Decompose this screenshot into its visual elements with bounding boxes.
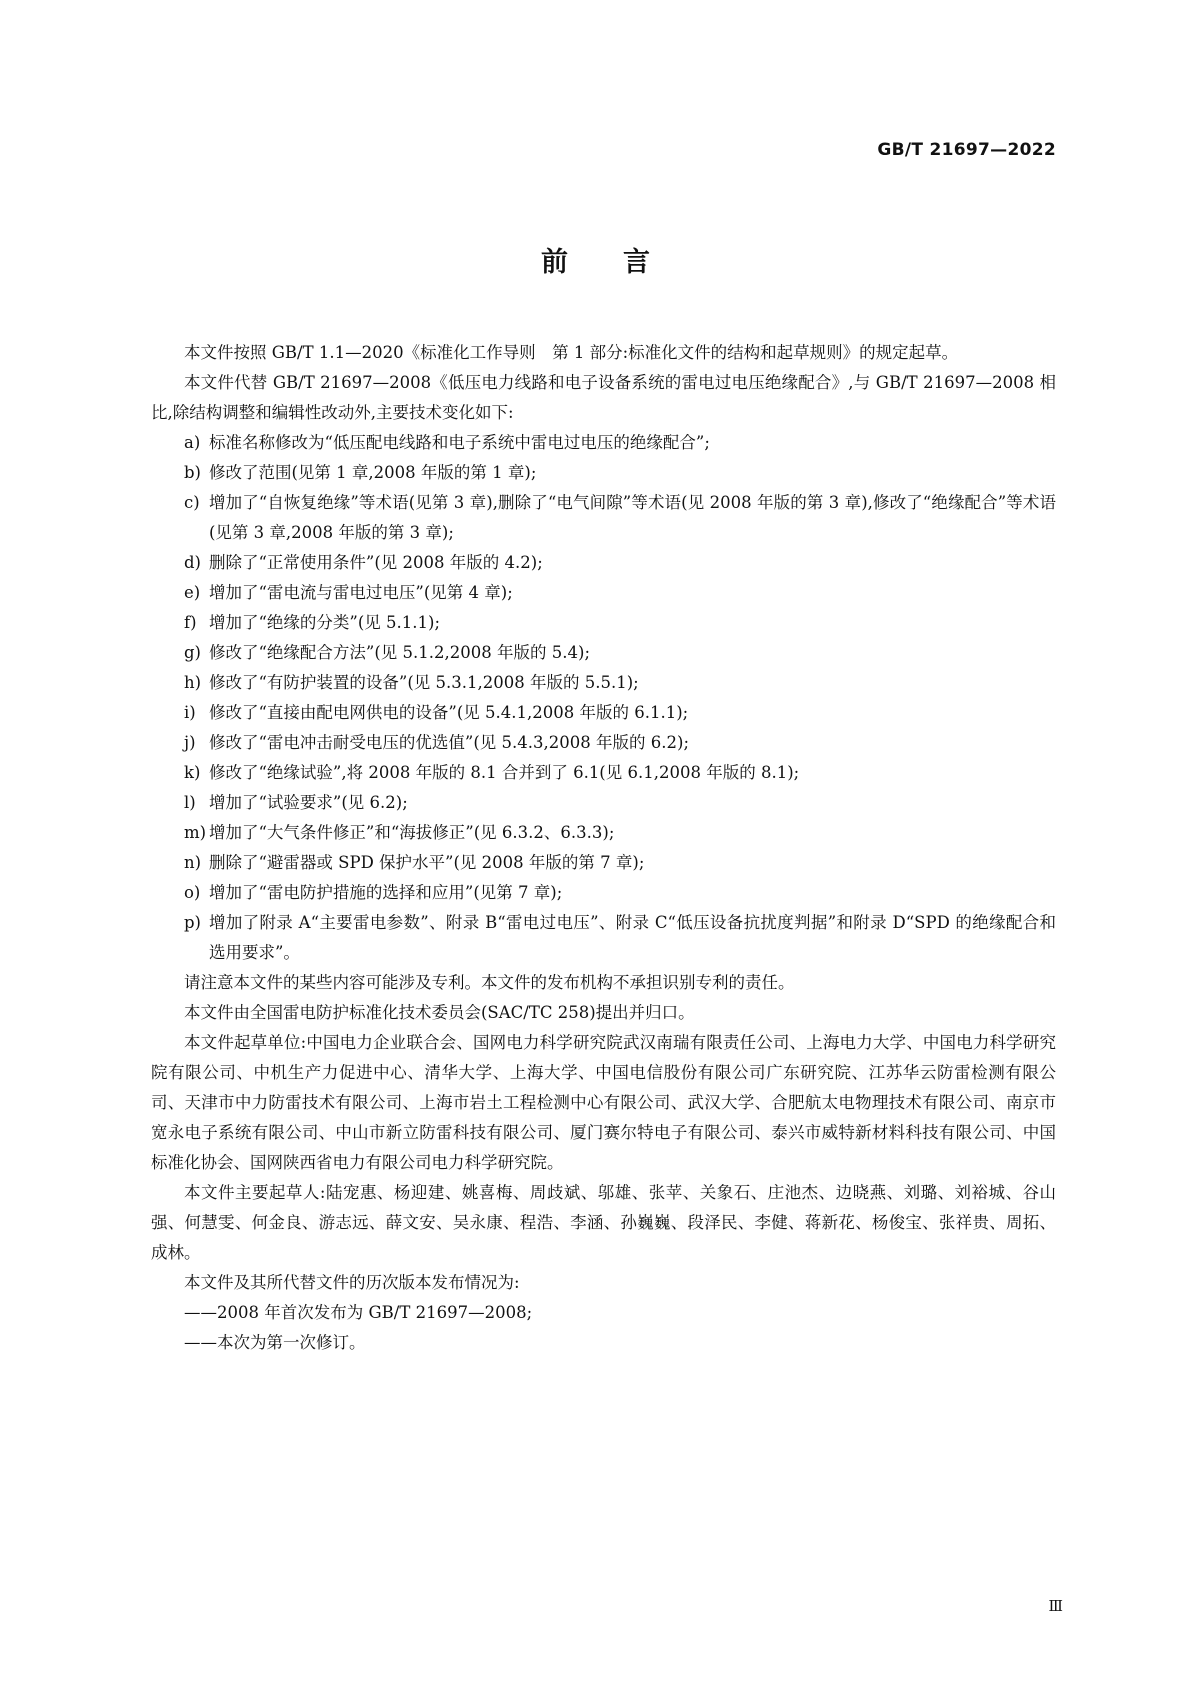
page-title: 前言 <box>541 247 705 278</box>
list-item-mark: f) <box>184 613 197 632</box>
list-item-text: 修改了范围(见第 1 章,2008 年版的第 1 章); <box>209 463 537 482</box>
list-item <box>151 908 1056 968</box>
list-item-text: 增加了“雷电流与雷电过电压”(见第 4 章); <box>209 583 513 602</box>
list-item-text: 修改了“直接由配电网供电的设备”(见 5.4.1,2008 年版的 6.1.1); <box>209 703 689 722</box>
list-item-text: 增加了“大气条件修正”和“海拔修正”(见 6.3.2、6.3.3); <box>209 823 615 842</box>
list-item-text: 修改了“绝缘配合方法”(见 5.1.2,2008 年版的 5.4); <box>209 643 590 662</box>
paragraph-drafting-units: 本文件起草单位:中国电力企业联合会、国网电力科学研究院武汉南瑞有限责任公司、上海电力大学、中国电力科学研究院有限公司、中机生产力促进中心、清华大学、上海大学、中国电信股份有限公司广东研究院、江苏华云防雷检测有限公司、天津市中力防雷技术有限公司、上海市岩土工程检测中心有限公司、武汉大学、合肥航太电物理技术有限公司、南京市宽永电子系统有限公司、中山市新立防雷科技有限公司、厦门赛尔特电子有限公司、泰兴市威特新材料科技有限公司、中国标准化协会、国网陕西省电力有限公司电力科学研究院。 <box>151 1033 1056 1172</box>
paragraph-history-intro: 本文件及其所代替文件的历次版本发布情况为: <box>184 1273 520 1292</box>
paragraph-committee: 本文件由全国雷电防护标准化技术委员会(SAC/TC 258)提出并归口。 <box>184 1003 695 1022</box>
list-item-mark: h) <box>184 673 202 692</box>
list-item-text: 删除了“正常使用条件”(见 2008 年版的 4.2); <box>209 553 543 572</box>
list-item-mark: m) <box>184 823 207 842</box>
list-item-text: 增加了“自恢复绝缘”等术语(见第 3 章),删除了“电气间隙”等术语(见 2008 年版的第 3 章),修改了“绝缘配合”等术语(见第 3 章,2008 年版的第 3 章); <box>209 493 1056 542</box>
list-item-mark: o) <box>184 883 201 902</box>
paragraph-drafters: 本文件主要起草人:陆宠惠、杨迎建、姚喜梅、周歧斌、邬雄、张苹、关象石、庄池杰、边晓燕、刘璐、刘裕城、谷山强、何慧雯、何金良、游志远、薛文安、吴永康、程浩、李涵、孙巍巍、段泽民、李健、蒋新花、杨俊宝、张祥贵、周拓、成林。 <box>151 1183 1056 1262</box>
paragraph-drafting-rules: 本文件按照 GB/T 1.1—2020《标准化工作导则 第 1 部分:标准化文件的结构和起草规则》的规定起草。 <box>184 343 959 362</box>
list-item-mark: n) <box>184 853 202 872</box>
changes-list <box>151 428 1056 968</box>
list-item-mark: p) <box>184 913 201 932</box>
paragraph-replaces: 本文件代替 GB/T 21697—2008《低压电力线路和电子设备系统的雷电过电压绝缘配合》,与 GB/T 21697—2008 相比,除结构调整和编辑性改动外,主要技术变化如下: <box>151 373 1056 422</box>
preface-body <box>151 338 1056 1358</box>
list-item-mark: c) <box>184 493 200 512</box>
page-number: Ⅲ <box>1048 1597 1063 1615</box>
list-item <box>151 638 1056 668</box>
list-item-text: 修改了“绝缘试验”,将 2008 年版的 8.1 合并到了 6.1(见 6.1,2008 年版的 8.1); <box>209 763 800 782</box>
list-item <box>151 458 1056 488</box>
list-item <box>151 818 1056 848</box>
list-item <box>151 848 1056 878</box>
list-item-mark: e) <box>184 583 201 602</box>
list-item-text: 增加了“绝缘的分类”(见 5.1.1); <box>209 613 441 632</box>
list-item <box>151 548 1056 578</box>
list-item-text: 修改了“有防护装置的设备”(见 5.3.1,2008 年版的 5.5.1); <box>209 673 639 692</box>
list-item-mark: b) <box>184 463 201 482</box>
list-item <box>151 668 1056 698</box>
list-item-mark: j) <box>184 733 196 752</box>
list-item-mark: g) <box>184 643 201 662</box>
list-item-text: 增加了附录 A“主要雷电参数”、附录 B“雷电过电压”、附录 C“低压设备抗扰度判据”和附录 D“SPD 的绝缘配合和选用要求”。 <box>209 913 1056 962</box>
list-item-text: 删除了“避雷器或 SPD 保护水平”(见 2008 年版的第 7 章); <box>209 853 645 872</box>
list-item <box>151 698 1056 728</box>
list-item-mark: d) <box>184 553 201 572</box>
history-item: ——本次为第一次修订。 <box>184 1333 366 1352</box>
list-item <box>151 488 1056 548</box>
list-item <box>151 728 1056 758</box>
list-item-text: 修改了“雷电冲击耐受电压的优选值”(见 5.4.3,2008 年版的 6.2); <box>209 733 689 752</box>
list-item-mark: a) <box>184 433 201 452</box>
standard-code: GB/T 21697—2022 <box>877 140 1056 160</box>
list-item <box>151 608 1056 638</box>
paragraph-patent-notice: 请注意本文件的某些内容可能涉及专利。本文件的发布机构不承担识别专利的责任。 <box>184 973 795 992</box>
list-item-mark: l) <box>184 793 196 812</box>
list-item <box>151 578 1056 608</box>
list-item <box>151 788 1056 818</box>
list-item-text: 增加了“试验要求”(见 6.2); <box>209 793 408 812</box>
history-item: ——2008 年首次发布为 GB/T 21697—2008; <box>184 1303 533 1322</box>
list-item-mark: i) <box>184 703 196 722</box>
list-item <box>151 428 1056 458</box>
list-item-mark: k) <box>184 763 201 782</box>
list-item <box>151 878 1056 908</box>
list-item <box>151 758 1056 788</box>
list-item-text: 增加了“雷电防护措施的选择和应用”(见第 7 章); <box>209 883 563 902</box>
list-item-text: 标准名称修改为“低压配电线路和电子系统中雷电过电压的绝缘配合”; <box>209 433 710 452</box>
